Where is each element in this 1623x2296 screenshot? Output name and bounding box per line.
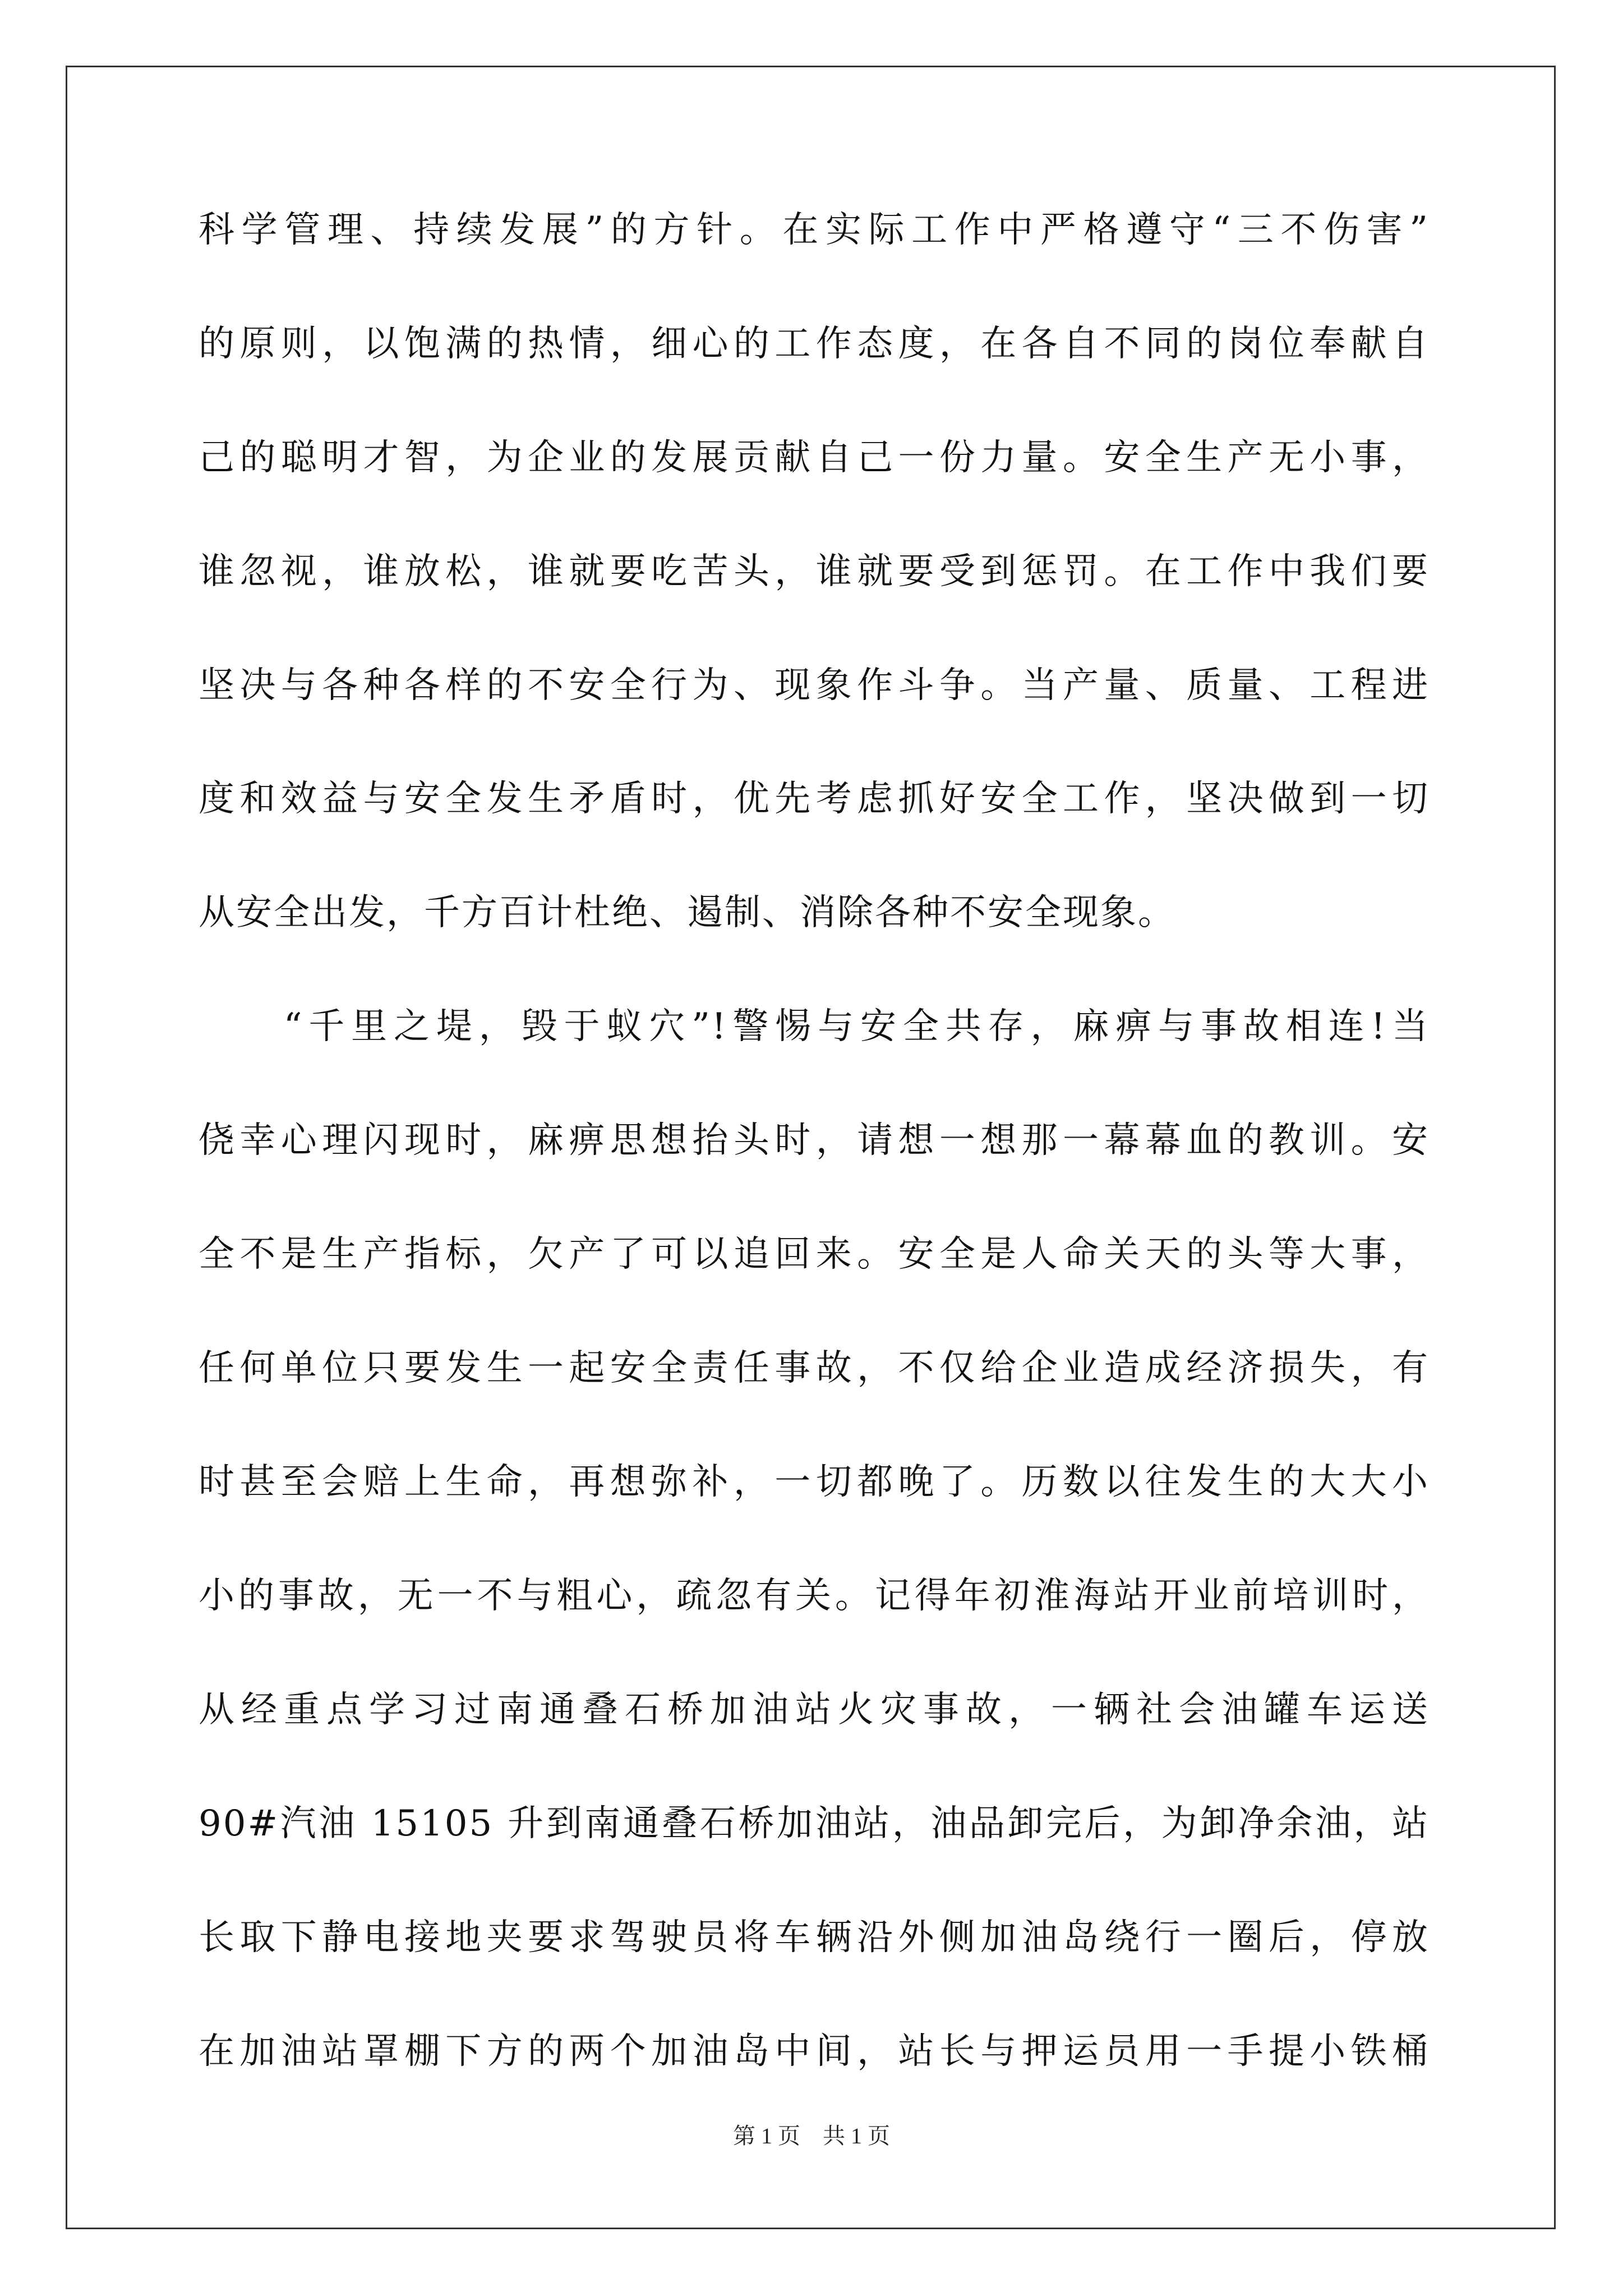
text-line: 小的事故，无一不与粗心，疏忽有关。记得年初淮海站开业前培训时， — [199, 1575, 1430, 1617]
text-line: 任何单位只要发生一起安全责任事故，不仅给企业造成经济损失，有 — [199, 1347, 1430, 1389]
text-line: “千里之堤，毁于蚁穴”!警惕与安全共存，麻痹与事故相连!当 — [199, 1006, 1430, 1047]
text-line: 坚决与各种各样的不安全行为、现象作斗争。当产量、质量、工程进 — [199, 665, 1430, 706]
text-line: 90#汽油 15105 升到南通叠石桥加油站，油品卸完后，为卸净余油，站 — [199, 1803, 1430, 1844]
text-line: 科学管理、持续发展”的方针。在实际工作中严格遵守“三不伤害” — [199, 209, 1430, 251]
text-line: 侥幸心理闪现时，麻痹思想抬头时，请想一想那一幕幕血的教训。安 — [199, 1120, 1430, 1161]
text-line: 时甚至会赔上生命，再想弥补，一切都晚了。历数以往发生的大大小 — [199, 1461, 1430, 1503]
text-line: 从安全出发，千方百计杜绝、遏制、消除各种不安全现象。 — [199, 892, 1175, 933]
page-number-footer: 第 1 页 共 1 页 — [733, 2123, 890, 2148]
text-line: 度和效益与安全发生矛盾时，优先考虑抓好安全工作，坚决做到一切 — [199, 778, 1430, 820]
text-line: 己的聪明才智，为企业的发展贡献自己一份力量。安全生产无小事， — [199, 437, 1430, 478]
text-line: 在加油站罩棚下方的两个加油岛中间，站长与押运员用一手提小铁桶 — [199, 2031, 1430, 2072]
text-line: 从经重点学习过南通叠石桥加油站火灾事故，一辆社会油罐车运送 — [199, 1689, 1430, 1731]
text-line: 全不是生产指标，欠产了可以追回来。安全是人命关天的头等大事， — [199, 1234, 1430, 1275]
text-line: 长取下静电接地夹要求驾驶员将车辆沿外侧加油岛绕行一圈后，停放 — [199, 1917, 1430, 1958]
text-line: 的原则，以饱满的热情，细心的工作态度，在各自不同的岗位奉献自 — [199, 323, 1430, 365]
text-line: 谁忽视，谁放松，谁就要吃苦头，谁就要受到惩罚。在工作中我们要 — [199, 551, 1430, 592]
